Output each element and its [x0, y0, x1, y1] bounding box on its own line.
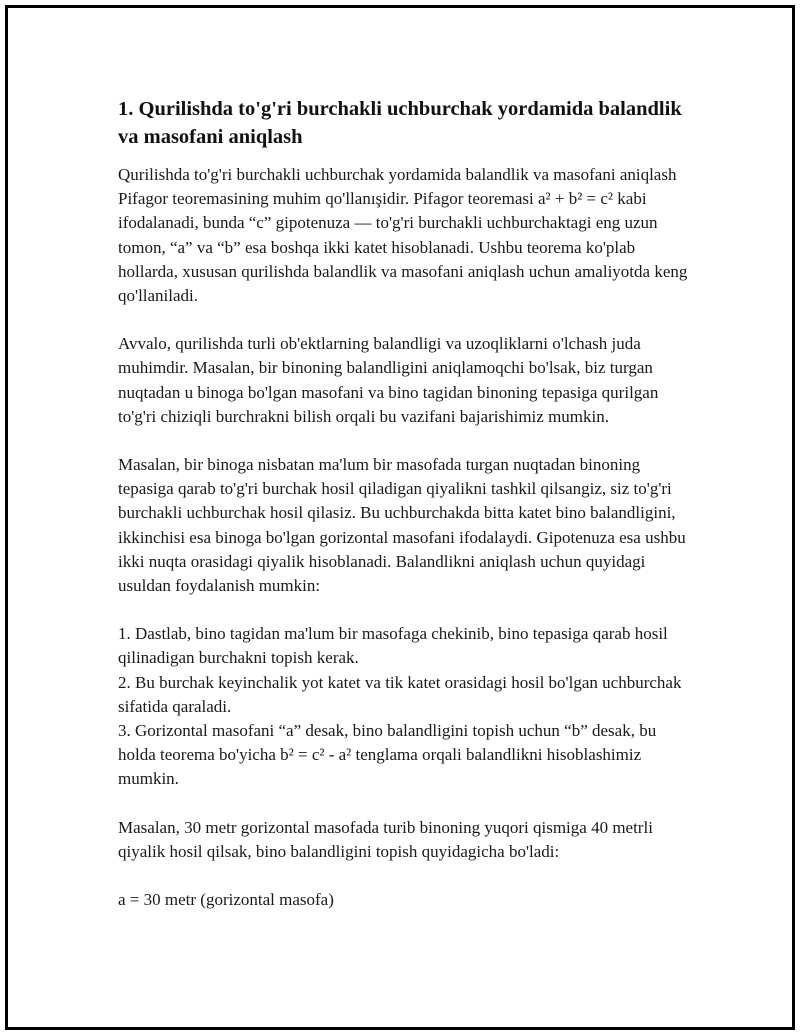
list-item: 1. Dastlab, bino tagidan ma'lum bir masofaga chekinib, bino tepasiga qarab hosil qilinadigan burchakni topish kerak.: [118, 624, 668, 668]
document-body: [118, 95, 690, 912]
paragraph-calculation: Masalan, 30 metr gorizontal masofada turib binoning yuqori qismiga 40 metrli qiyalik hosil qilsak, bino balandligini topish quyidagicha bo'ladi:: [118, 817, 653, 861]
paragraph-example: Masalan, bir binoga nisbatan ma'lum bir masofada turgan nuqtadan binoning tepasiga qarab to'g'ri burchak hosil qiladigan qiyalikni tashkil qilsangiz, siz to'g'ri burchakli uchburchak hosil qilasiz. Bu uchburchakda bitta katet bino balandligini, ikkinchisi esa binoga bo'lgan gorizontal masofani ifodalaydi. Gipotenuza esa ushbu ikki nuqta orasidagi qiyalik hisoblanadi. Balandlikni aniqlash uchun quyidagi usuldan foydalanish mumkin:: [118, 455, 686, 596]
paragraph-formula: a = 30 metr (gorizontal masofa): [118, 890, 334, 910]
paragraph-importance: Avvalo, qurilishda turli ob'ektlarning balandligi va uzoqliklarni o'lchash juda muhimdir. Masalan, bir binoning balandligini aniqlamoqchi bo'lsak, biz turgan nuqtadan u binoga bo'lgan masofani va bino tagidan binoning tepasiga qurilgan to'g'ri chiziqli burchrakni bilish orqali bu vazifani bajarishimiz mumkin.: [118, 334, 659, 426]
section-heading: 1. Qurilishda to'g'ri burchakli uchburchak yordamida balandlik va masofani aniqlash: [118, 98, 682, 148]
list-item: 2. Bu burchak keyinchalik yot katet va tik katet orasidagi hosil bo'lgan uchburchak sifatida qaraladi.: [118, 672, 682, 716]
paragraph-intro: Qurilishda to'g'ri burchakli uchburchak yordamida balandlik va masofani aniqlash Pifagor teoremasining muhim qo'llanışidir. Pifagor teoremasi a² + b² = c² kabi ifodalanadi, bunda “c” gipotenuza — to'g'ri burchakli uchburchaktagi eng uzun tomon, “a” va “b” esa boshqa ikki katet hisoblanadi. Ushbu teorema ko'plab hollarda, xususan qurilishda balandlik va masofani aniqlash uchun amaliyotda keng qo'llaniladi.: [118, 165, 688, 306]
steps-list: [118, 622, 690, 791]
list-item: 3. Gorizontal masofani “a” desak, bino balandligini topish uchun “b” desak, bu holda teorema bo'yicha b² = c² - a² tenglama orqali balandlikni hisoblashimiz mumkin.: [118, 721, 657, 789]
